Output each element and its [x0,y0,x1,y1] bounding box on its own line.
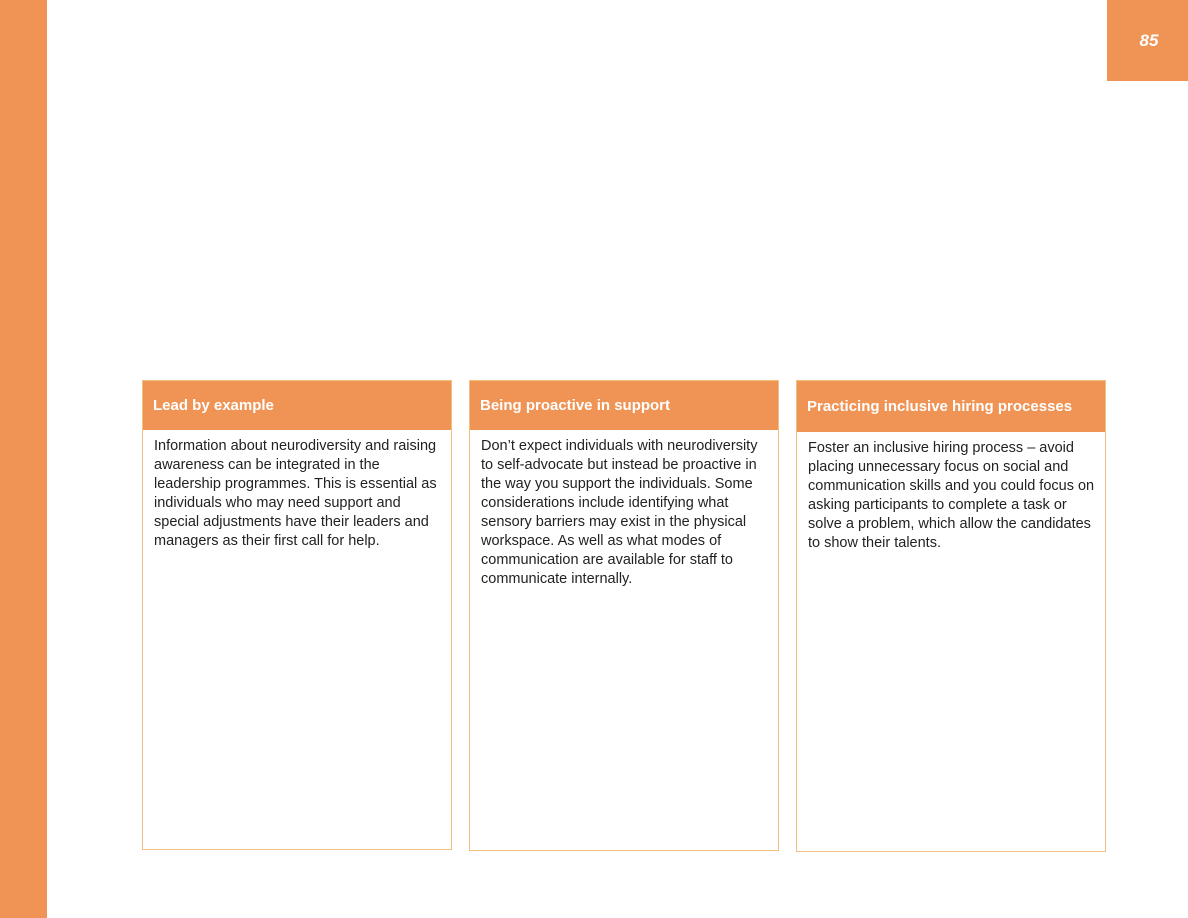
page-number: 85 [1139,30,1159,50]
card-inclusive-hiring [796,380,1106,852]
card-body: Foster an inclusive hiring process – avoid placing unnecessary focus on social and communication skills and you could focus on asking participants to complete a task or solve a problem, which allow the candidates to show their talents. [808,440,1095,551]
card-being-proactive [469,380,779,851]
card-title: Lead by example [143,381,451,430]
card-title: Practicing inclusive hiring processes [797,381,1105,432]
left-accent-bar [0,0,47,918]
page-number-tab [1107,0,1188,81]
card-lead-by-example [142,380,452,850]
card-title: Being proactive in support [470,381,778,430]
card-body: Information about neurodiversity and raising awareness can be integrated in the leadership programmes. This is essential as individuals who may need support and special adjustments have their leaders and managers as their first call for help. [154,438,437,549]
card-body: Don’t expect individuals with neurodiversity to self-advocate but instead be proactive in the way you support the individuals. Some considerations include identifying what sensory barriers may exist in the physical workspace. As well as what modes of communication are available for staff to communicate internally. [481,438,758,587]
